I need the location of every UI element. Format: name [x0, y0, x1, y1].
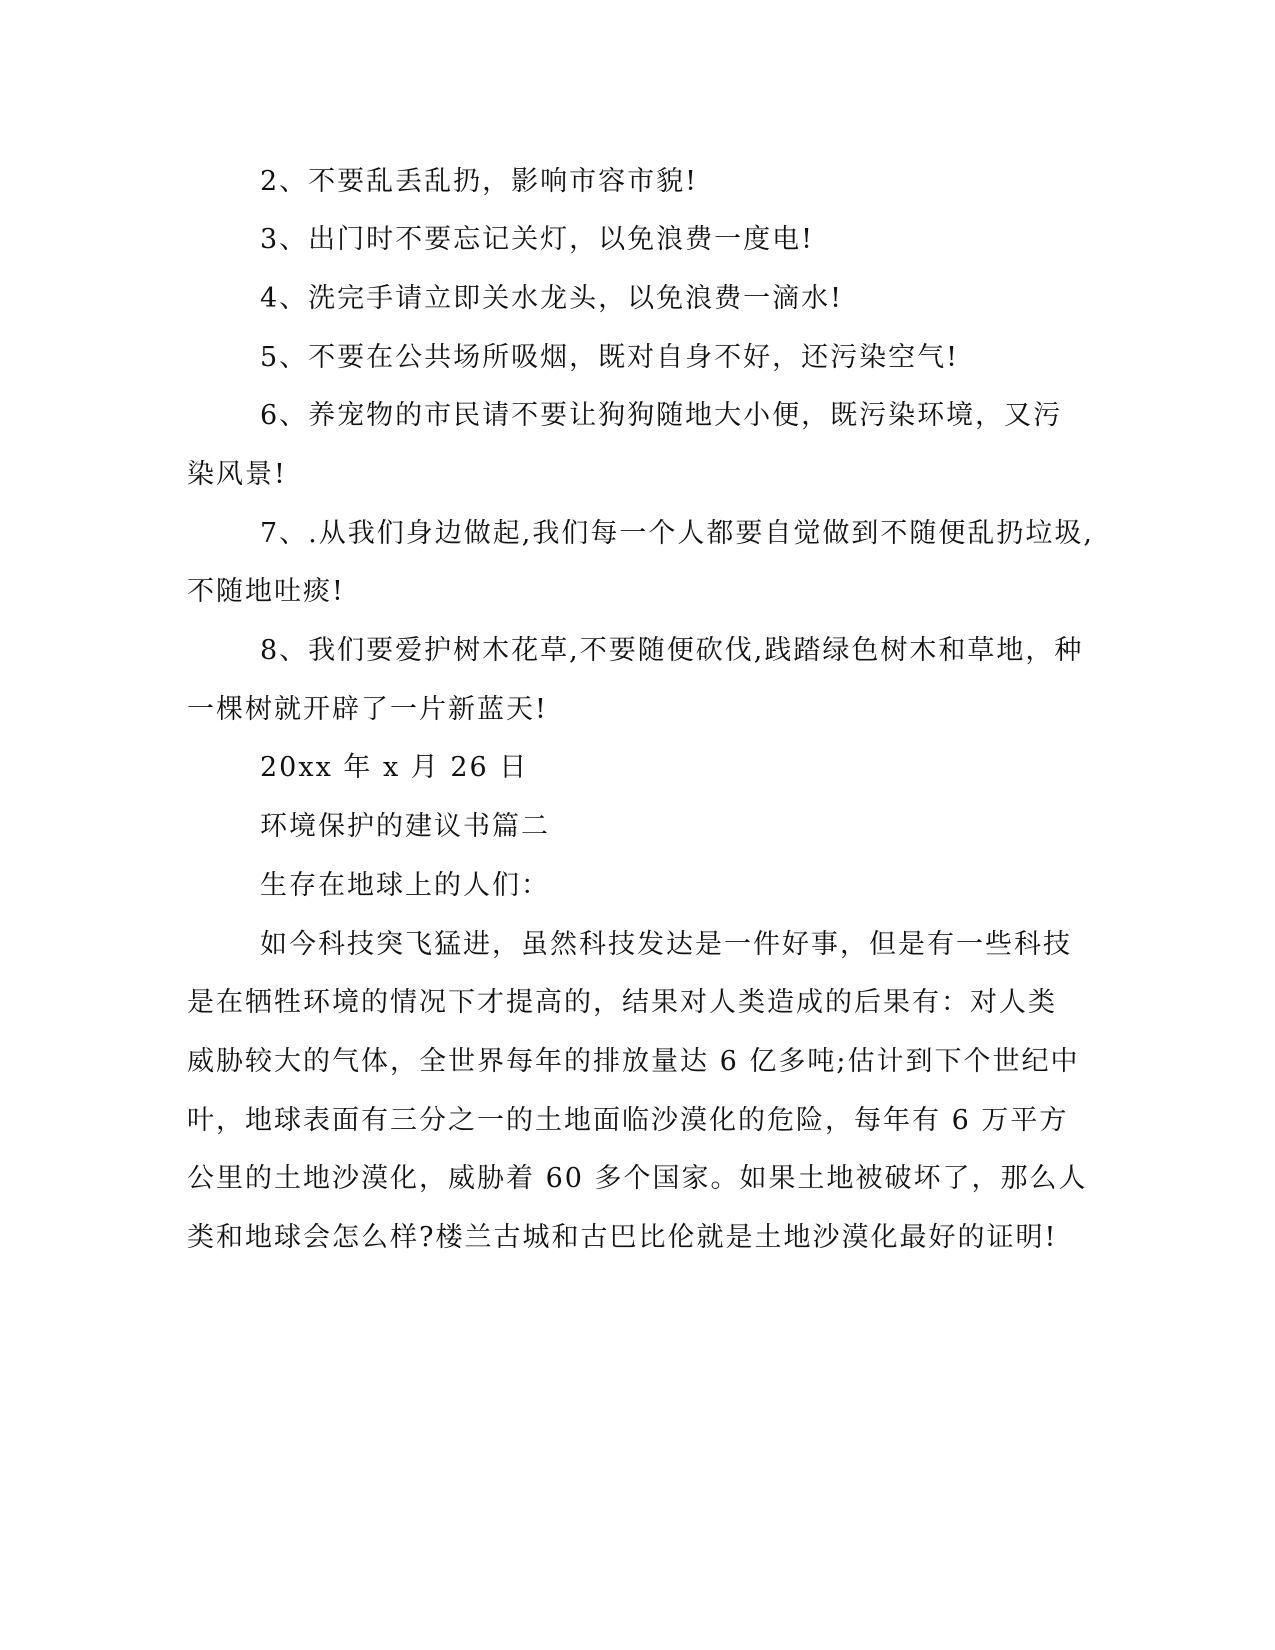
paragraph-line-6: 类和地球会怎么样?楼兰古城和古巴比伦就是土地沙漠化最好的证明!	[187, 1222, 1058, 1253]
paragraph-line-2: 是在牺牲环境的情况下才提高的，结果对人类造成的后果有：对人类	[187, 987, 1057, 1018]
salutation: 生存在地球上的人们：	[260, 870, 550, 901]
list-item-7-line-2: 不随地吐痰!	[187, 576, 345, 607]
paragraph-line-5: 公里的土地沙漠化，威胁着 60 多个国家。如果土地被破坏了，那么人	[187, 1163, 1088, 1194]
list-item-5: 5、不要在公共场所吸烟，既对自身不好，还污染空气!	[260, 342, 960, 373]
list-item-6-line-2: 染风景!	[187, 459, 287, 490]
list-item-8-line-2: 一棵树就开辟了一片新蓝天!	[187, 694, 548, 725]
list-item-2: 2、不要乱丢乱扔，影响市容市貌!	[260, 166, 699, 197]
list-item-7-line-1: 7、.从我们身边做起,我们每一个人都要自觉做到不随便乱扔垃圾,	[260, 518, 1094, 549]
paragraph-line-4: 叶，地球表面有三分之一的土地面临沙漠化的危险，每年有 6 万平方	[187, 1105, 1069, 1136]
document-date: 20xx 年 x 月 26 日	[260, 752, 529, 783]
list-item-3: 3、出门时不要忘记关灯，以免浪费一度电!	[260, 224, 815, 255]
list-item-4: 4、洗完手请立即关水龙头，以免浪费一滴水!	[260, 283, 844, 314]
section-title: 环境保护的建议书篇二	[260, 811, 550, 842]
list-item-8-line-1: 8、我们要爱护树木花草,不要随便砍伐,践踏绿色树木和草地，种	[260, 635, 1084, 666]
list-item-6-line-1: 6、养宠物的市民请不要让狗狗随地大小便，既污染环境，又污	[260, 400, 1063, 431]
paragraph-line-3: 威胁较大的气体，全世界每年的排放量达 6 亿多吨;估计到下个世纪中	[187, 1046, 1080, 1077]
paragraph-line-1: 如今科技突飞猛进，虽然科技发达是一件好事，但是有一些科技	[260, 929, 1072, 960]
